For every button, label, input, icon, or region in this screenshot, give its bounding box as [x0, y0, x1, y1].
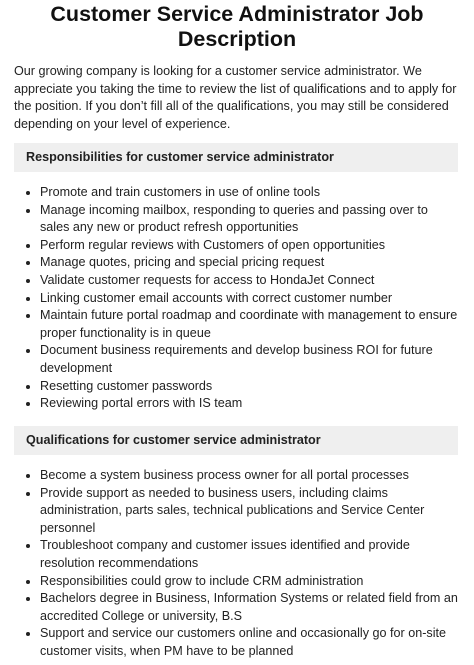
list-item: Support and service our customers online and occasionally go for on-site customer visits, when PM have to be planned — [26, 625, 460, 660]
list-item: Responsibilities could grow to include CRM administration — [26, 573, 460, 591]
list-item: Linking customer email accounts with correct customer number — [26, 290, 460, 308]
list-item: Troubleshoot company and customer issues identified and provide resolution recommendations — [26, 537, 460, 572]
list-item: Maintain future portal roadmap and coordinate with management to ensure proper functionality is in queue — [26, 307, 460, 342]
qualifications-heading: Qualifications for customer service administrator — [14, 426, 458, 455]
intro-paragraph: Our growing company is looking for a customer service administrator. We appreciate you taking the time to review the list of qualifications and to apply for the position. If you don’t fill all of the qualifications, you may still be considered depending on your level of experience. — [14, 64, 457, 131]
list-item: Validate customer requests for access to HondaJet Connect — [26, 272, 460, 290]
list-item: Document business requirements and develop business ROI for future development — [26, 342, 460, 377]
responsibilities-list — [26, 184, 460, 413]
responsibilities-heading: Responsibilities for customer service administrator — [14, 143, 458, 172]
list-item: Become a system business process owner for all portal processes — [26, 467, 460, 485]
list-item: Perform regular reviews with Customers of open opportunities — [26, 237, 460, 255]
list-item: Resetting customer passwords — [26, 378, 460, 396]
list-item: Provide support as needed to business users, including claims administration, parts sales, technical publications and Service Center personnel — [26, 485, 460, 538]
page-title: Customer Service Administrator Job Description — [50, 2, 424, 51]
list-item: Promote and train customers in use of online tools — [26, 184, 460, 202]
list-item: Bachelors degree in Business, Information Systems or related field from an accredited College or university, B.S — [26, 590, 460, 625]
list-item: Manage quotes, pricing and special pricing request — [26, 254, 460, 272]
qualifications-list — [26, 467, 460, 661]
list-item: Manage incoming mailbox, responding to queries and passing over to sales any new or product refresh opportunities — [26, 202, 460, 237]
list-item: Reviewing portal errors with IS team — [26, 395, 460, 413]
